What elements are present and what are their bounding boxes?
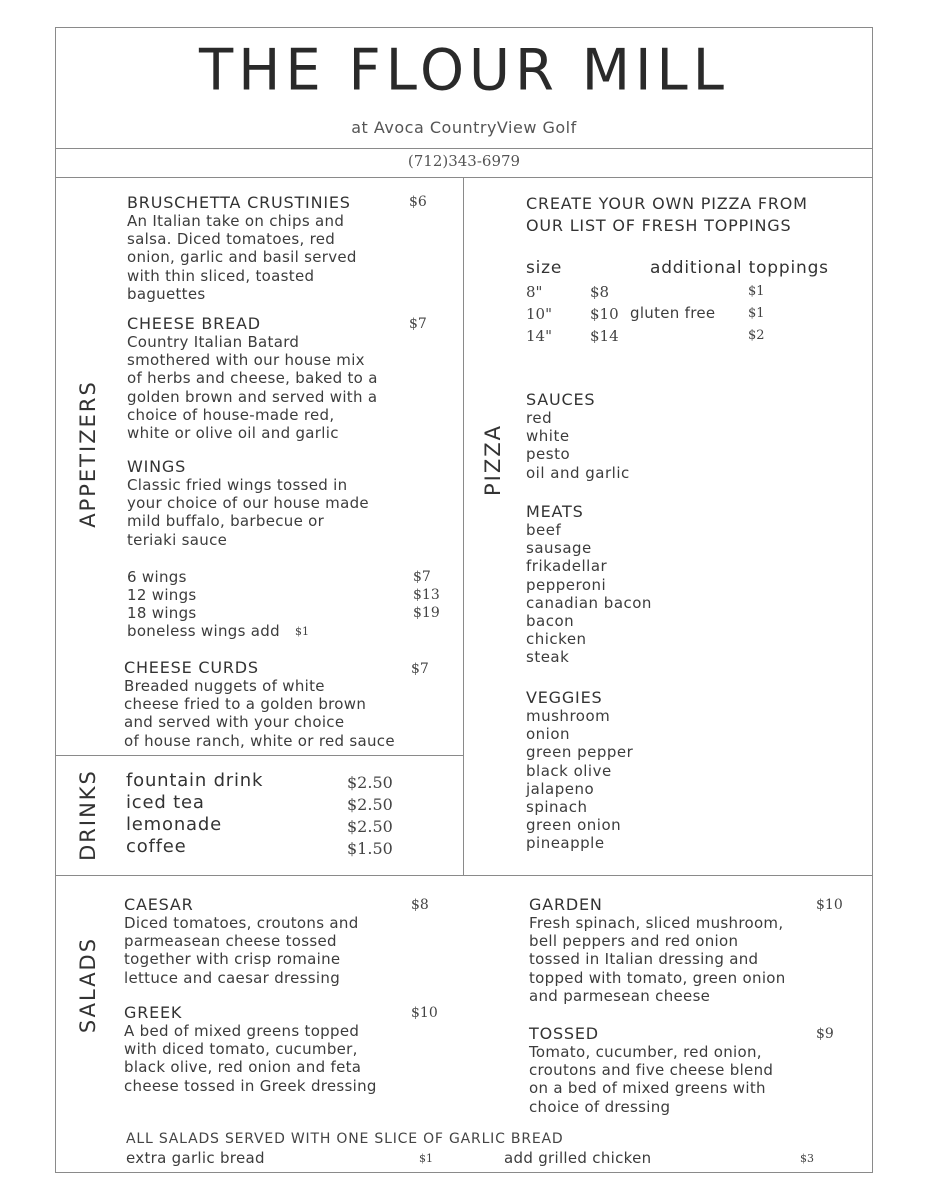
divider-header bbox=[55, 148, 873, 149]
salad-price: $10 bbox=[816, 897, 843, 913]
item-name: BRUSCHETTA CRUSTINIES bbox=[127, 193, 351, 212]
drink-price: $1.50 bbox=[347, 839, 393, 858]
drink-price: $2.50 bbox=[347, 817, 393, 836]
boneless-wings-price: $1 bbox=[295, 625, 309, 638]
salad-price: $10 bbox=[411, 1005, 438, 1021]
pizza-toppings-header: additional toppings bbox=[650, 258, 829, 278]
pizza-topping-price: $1 bbox=[748, 306, 765, 321]
divider-phone bbox=[55, 177, 873, 178]
list-item: red bbox=[526, 409, 553, 427]
divider-center bbox=[463, 177, 464, 875]
salads-note: ALL SALADS SERVED WITH ONE SLICE OF GARLIC BREAD bbox=[126, 1131, 564, 1147]
sauces-list bbox=[526, 409, 630, 482]
item-name: CHEESE BREAD bbox=[127, 314, 261, 333]
boneless-wings-option: boneless wings add bbox=[127, 622, 280, 640]
wing-option: 6 wings bbox=[127, 568, 187, 586]
salad-name: TOSSED bbox=[529, 1024, 599, 1043]
list-item: steak bbox=[526, 648, 570, 667]
item-description: Country Italian Batard smothered with our house mix of herbs and cheese, baked to a golden brown and served with a choice of house-made red, white or olive oil and garlic bbox=[127, 333, 378, 443]
salad-description: Tomato, cucumber, red onion, croutons and five cheese blend on a bed of mixed greens with choice of dressing bbox=[529, 1043, 774, 1116]
list-item: pineapple bbox=[526, 834, 605, 853]
pizza-topping-price: $2 bbox=[748, 328, 765, 343]
section-label-pizza: PIZZA bbox=[481, 424, 505, 496]
list-item: beef bbox=[526, 521, 562, 539]
salad-name: CAESAR bbox=[124, 895, 194, 914]
list-item: white bbox=[526, 427, 570, 446]
item-price: $7 bbox=[411, 661, 429, 677]
list-item: oil and garlic bbox=[526, 463, 630, 482]
drink-name: iced tea bbox=[126, 792, 205, 813]
list-item: chicken bbox=[526, 630, 587, 649]
drink-name: coffee bbox=[126, 836, 187, 857]
meats-list bbox=[526, 521, 652, 667]
salad-extra: add grilled chicken bbox=[504, 1149, 652, 1167]
list-item: green onion bbox=[526, 816, 622, 835]
pizza-size: 14" bbox=[526, 327, 552, 345]
list-item: pesto bbox=[526, 445, 571, 464]
wing-option-price: $13 bbox=[413, 587, 440, 603]
pizza-size: 10" bbox=[526, 305, 552, 323]
wing-option: 12 wings bbox=[127, 586, 197, 604]
pizza-topping-price: $1 bbox=[748, 284, 765, 299]
list-item: black olive bbox=[526, 761, 612, 780]
list-item: spinach bbox=[526, 798, 588, 817]
section-label-salads: SALADS bbox=[76, 936, 100, 1034]
wing-option: 18 wings bbox=[127, 604, 197, 622]
list-item: green pepper bbox=[526, 743, 634, 762]
salad-extra-price: $3 bbox=[800, 1152, 814, 1165]
section-label-appetizers: APPETIZERS bbox=[76, 380, 100, 528]
divider-salads bbox=[55, 875, 873, 876]
sauces-title: SAUCES bbox=[526, 390, 596, 409]
item-price: $7 bbox=[409, 316, 427, 332]
wing-option-price: $7 bbox=[413, 569, 431, 585]
pizza-size-note: gluten free bbox=[630, 304, 716, 322]
salad-description: Diced tomatoes, croutons and parmeasean cheese tossed together with crisp romaine lettuce and caesar dressing bbox=[124, 914, 359, 987]
pizza-size-header: size bbox=[526, 258, 563, 278]
list-item: mushroom bbox=[526, 707, 611, 725]
list-item: bacon bbox=[526, 612, 575, 631]
item-name: CHEESE CURDS bbox=[124, 658, 259, 677]
item-price: $6 bbox=[409, 194, 427, 210]
salad-extra: extra garlic bread bbox=[126, 1149, 265, 1167]
item-name: WINGS bbox=[127, 457, 187, 476]
list-item: frikadellar bbox=[526, 557, 608, 576]
salad-price: $9 bbox=[816, 1026, 834, 1042]
item-description: An Italian take on chips and salsa. Diced tomatoes, red onion, garlic and basil served with thin sliced, toasted baguettes bbox=[127, 212, 357, 303]
drink-price: $2.50 bbox=[347, 773, 393, 792]
salad-price: $8 bbox=[411, 897, 429, 913]
item-description: Breaded nuggets of white cheese fried to a golden brown and served with your choice of house ranch, white or red sauce bbox=[124, 677, 395, 750]
drink-price: $2.50 bbox=[347, 795, 393, 814]
salad-description: Fresh spinach, sliced mushroom, bell peppers and red onion tossed in Italian dressing and topped with tomato, green onion and parmesean cheese bbox=[529, 914, 786, 1005]
pizza-size-price: $14 bbox=[590, 327, 619, 345]
salad-description: A bed of mixed greens topped with diced tomato, cucumber, black olive, red onion and feta cheese tossed in Greek dressing bbox=[124, 1022, 377, 1095]
veggies-title: VEGGIES bbox=[526, 688, 603, 707]
wing-option-price: $19 bbox=[413, 605, 440, 621]
veggies-list bbox=[526, 707, 633, 853]
item-description: Classic fried wings tossed in your choice of our house made mild buffalo, barbecue or teriaki sauce bbox=[127, 476, 369, 549]
pizza-size-price: $10 bbox=[590, 305, 619, 323]
drink-name: lemonade bbox=[126, 814, 222, 835]
phone-number: (712)343-6979 bbox=[407, 152, 521, 170]
pizza-size-price: $8 bbox=[590, 283, 610, 301]
salad-name: GARDEN bbox=[529, 895, 603, 914]
salad-name: GREEK bbox=[124, 1003, 183, 1022]
salad-extra-price: $1 bbox=[419, 1152, 433, 1165]
list-item: sausage bbox=[526, 539, 592, 558]
divider-drinks bbox=[55, 755, 463, 756]
pizza-size: 8" bbox=[526, 283, 543, 301]
list-item: canadian bacon bbox=[526, 593, 652, 612]
list-item: pepperoni bbox=[526, 575, 607, 594]
list-item: jalapeno bbox=[526, 779, 595, 798]
drink-name: fountain drink bbox=[126, 770, 264, 791]
restaurant-subtitle: at Avoca CountryView Golf bbox=[351, 118, 577, 137]
restaurant-title: THE FLOUR MILL bbox=[199, 37, 729, 104]
section-label-drinks: DRINKS bbox=[76, 769, 100, 861]
pizza-heading: CREATE YOUR OWN PIZZA FROM OUR LIST OF FRESH TOPPINGS bbox=[526, 194, 808, 235]
meats-title: MEATS bbox=[526, 502, 584, 521]
list-item: onion bbox=[526, 725, 571, 744]
